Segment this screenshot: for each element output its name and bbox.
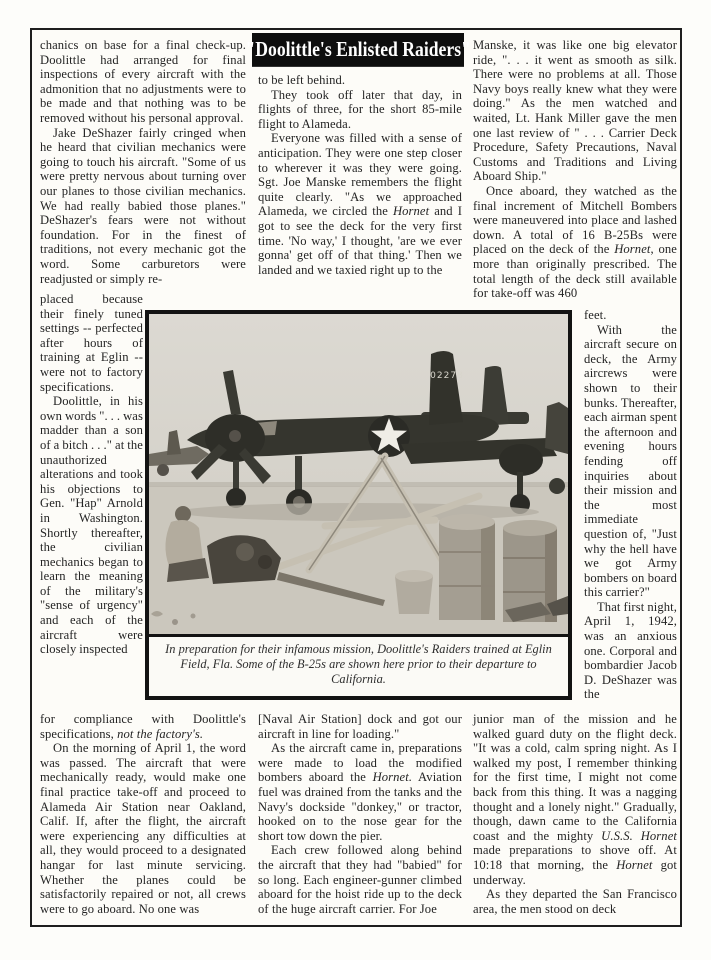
text-run: Aviation fuel was drained from the tanks and the Navy's dockside "donkey," or tractor, hooked on to the nose gear for the short tow down the pier.: [258, 770, 462, 843]
paragraph: On the morning of April 1, the word was passed. The aircraft that were mechanically ready, would make one final practice take-off and proceed to Alameda Air Station near Oakland, Calif. If, after the flight, the aircraft were experiencing any difficulties at all, they would proceed to a designated hangar for last minute servicing. Whether the planes could be satisfactorily repaired or not, all crews were to go aboard. No one was: [40, 741, 246, 916]
paragraph: [40, 712, 246, 741]
paragraph: to be left behind.: [258, 73, 346, 87]
paragraph: They took off later that day, in flights of three, for the short 85-mile flight to Alameda.: [258, 87, 462, 131]
text-run: As the aircraft came in, preparations were made to load the modified bombers aboard the: [258, 741, 462, 785]
left-column-bottom: [40, 712, 246, 916]
paragraph: Jake DeShazer fairly cringed when he heard that civilian mechanics were going to touch his aircraft. "Some of us were pretty nervous about turning over our planes to those civilian mechanics. We had really babied those planes." DeShazer's fears were not without foundation. For in the finest of traditions, not every mechanic got the word. Some carburetors were readjusted or simply re-: [40, 125, 246, 286]
paragraph: Each crew followed along behind the aircraft that they had "babied" for so long. Each engineer-gunner climbed aboard for the hoist ride up to the deck of the huge aircraft carrier. For Joe: [258, 843, 462, 916]
paragraph: That first night, April 1, 1942, was an anxious one. Corporal and bombardier Jacob D. DeShazer was the: [584, 599, 677, 702]
paragraph: Manske, it was like one big elevator ride, ". . . it went as smooth as silk. There were no problems at all. Those Navy boys really knew what they were doing." As the men watched and waited, Lt. Hank Miller gave the men one last review of " . . . Carrier Deck Procedure, Safety Precautions, Naval Customs and Traditions and Living Aboard Ship.": [473, 38, 677, 184]
italic-run: U.S.S. Hornet: [601, 828, 677, 843]
italic-run: Hornet: [616, 857, 653, 872]
italic-run: Hornet.: [372, 770, 413, 785]
paragraph: With the aircraft secure on deck, the Army aircrews were shown to their bunks. Thereafter, each airman spent the afternoon and evening hours fending off inquiries about their mission and the most immediate question of, "Just why the hell have we got Army bombers on board this carrier?": [584, 322, 677, 600]
middle-column-bottom: [258, 712, 462, 916]
paragraph: [473, 184, 677, 301]
article-title: "Doolittle's Enlisted Raiders": [245, 37, 471, 61]
b25-photo: [149, 314, 568, 637]
left-column-narrow: [40, 292, 143, 657]
paragraph: [258, 131, 462, 277]
paragraph: Doolittle, in his own words ". . . was madder than a son of a bitch . . ." at the unauthorized alterations and took his objections to Gen. "Hap" Arnold in Washington. Shortly thereafter, the civilian mechanics began to learn the meaning of the military's "sense of urgency" and each of the aircraft were closely inspected: [40, 394, 143, 657]
text-run: Everyone was filled with a sense of anticipation. They were one step closer to wherever it was they were going. Sgt. Joe Manske remembers the flight quite clearly. "As we approached Alameda, we circled the: [258, 131, 462, 219]
paragraph: chanics on base for a final check-up. Doolittle had arranged for final inspections of every aircraft with the admonition that no adjustments were to be made and that nothing was to be removed without his personal approval.: [40, 38, 246, 125]
text-run: for compliance with Doolittle's specifications,: [40, 712, 246, 741]
tail-number: 02278: [430, 371, 464, 381]
middle-column-top: [258, 73, 462, 277]
italic-run: Hornet: [392, 204, 430, 219]
text-run: got underway.: [473, 857, 677, 887]
photo-horizon: [149, 482, 568, 487]
text-run: made preparations to shove off. At 10:18 that morning, the: [473, 843, 677, 872]
text-run: and I got to see the deck for the very first time. 'No way,' I thought, 'are we ever gonna' get off of that thing.' Then we landed and we taxied right up to the: [258, 204, 462, 277]
text-run: Once aboard, they watched as the final increment of Mitchell Bombers were maneuvered into place and lashed down. A total of 16 B-25Bs were placed on the deck of the: [473, 183, 677, 257]
left-column-top: [40, 38, 246, 286]
paragraph: As they departed the San Francisco area, the men stood on deck: [473, 887, 677, 916]
photo-caption: In preparation for their infamous mission, Doolittle's Raiders trained at Eglin Field, Fla. Some of the B-25s are shown here prior to their departure to California.: [165, 642, 552, 687]
right-column-top: [473, 38, 677, 301]
paragraph: [258, 741, 462, 843]
text-run: , one more than originally prescribed. The total length of the deck still available for take-off was 460: [473, 242, 678, 301]
paragraph: [473, 712, 677, 887]
italic-run: not the factory's.: [117, 726, 204, 741]
photo-frame: [145, 310, 572, 700]
right-column-narrow: [584, 308, 677, 702]
text-run: junior man of the mission and he walked guard duty on the flight deck. "It was a cold, calm spring night. As I walked my post, I remember thinking for the first time, I might not come back from this thing. It was a nagging thought and a lonely night." Gradually, though, dawn came to the California coast and the mighty: [473, 712, 677, 843]
paragraph: placed because their finely tuned settings -- perfected after hours of training at Eglin -- were not to factory specifications.: [40, 292, 143, 394]
right-column-bottom: [473, 712, 677, 916]
italic-run: Hornet: [614, 242, 651, 257]
paragraph: [Naval Air Station] dock and got our aircraft in line for loading.": [258, 712, 462, 741]
article-title-banner: [245, 33, 471, 66]
paragraph: feet.: [584, 308, 607, 322]
